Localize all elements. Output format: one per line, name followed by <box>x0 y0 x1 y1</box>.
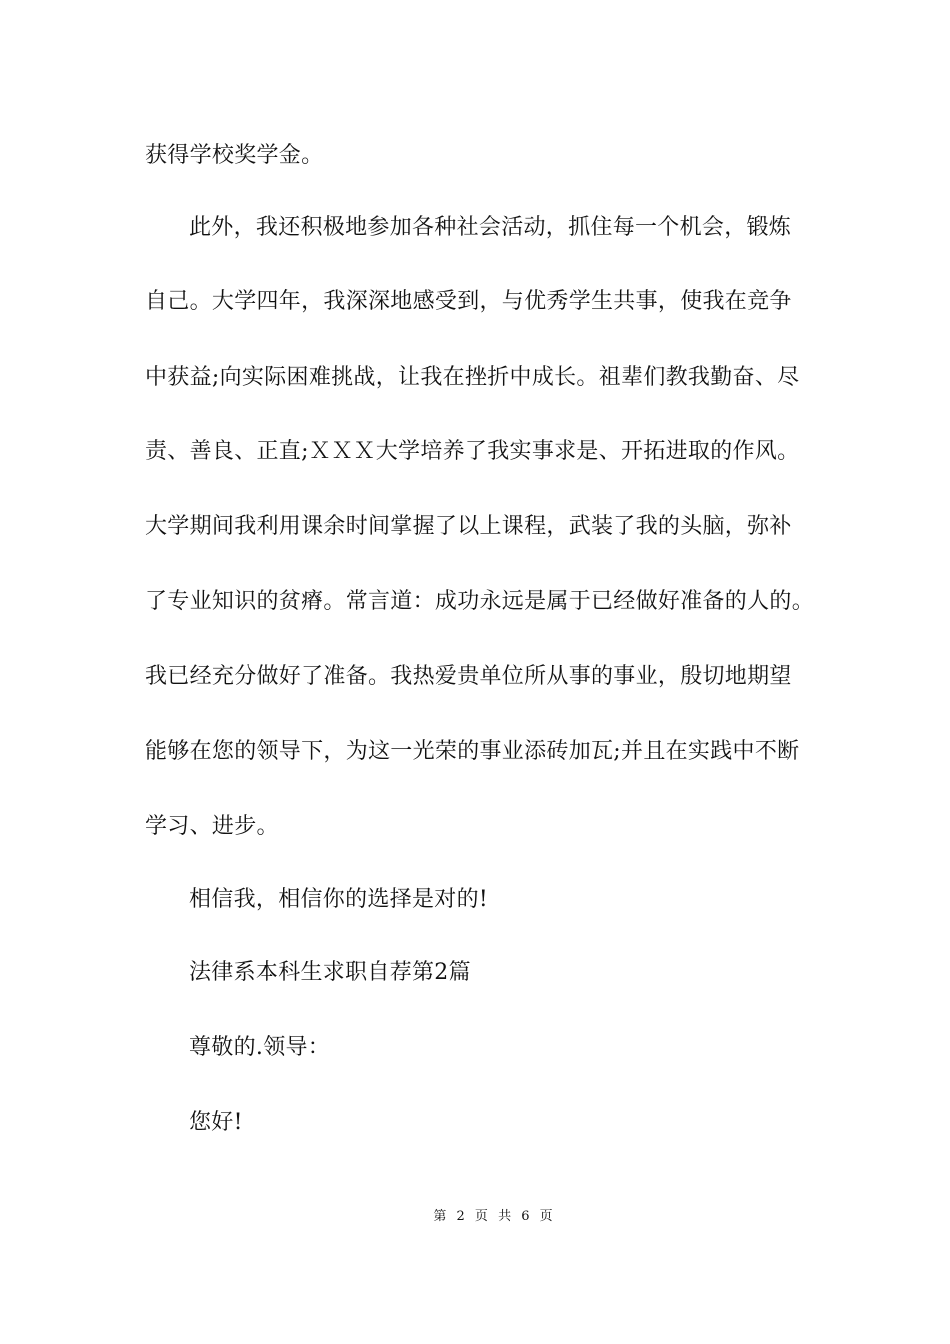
page-footer <box>0 1208 950 1226</box>
paragraph-line: 我已经充分做好了准备。我热爱贵单位所从事的事业，殷切地期望 <box>145 664 792 689</box>
footer-total-pages: 6 <box>521 1209 530 1224</box>
section-heading: 法律系本科生求职自荐第2篇 <box>189 960 471 985</box>
footer-suffix: 页 <box>539 1209 553 1224</box>
paragraph-line: 了专业知识的贫瘠。常言道：成功永远是属于已经做好准备的人的。 <box>145 589 815 614</box>
footer-page-number: 2 <box>456 1209 465 1224</box>
paragraph-line: 此外，我还积极地参加各种社会活动，抓住每一个机会，锻炼 <box>189 215 792 240</box>
paragraph-line: 学习、进步。 <box>145 814 279 839</box>
footer-middle-1: 页 <box>474 1209 488 1224</box>
paragraph-line: 能够在您的领导下，为这一光荣的事业添砖加瓦;并且在实践中不断 <box>145 739 800 764</box>
footer-prefix: 第 <box>433 1209 447 1224</box>
paragraph-line: 中获益;向实际困难挑战，让我在挫折中成长。祖辈们教我勤奋、尽 <box>145 365 800 390</box>
paragraph-line: 获得学校奖学金。 <box>145 143 324 168</box>
salutation: 尊敬的.领导： <box>189 1035 331 1060</box>
paragraph-line: 责、善良、正直;ＸＸＸ大学培养了我实事求是、开拓进取的作风。 <box>145 439 800 464</box>
paragraph-line: 自己。大学四年，我深深地感受到，与优秀学生共事，使我在竞争 <box>145 289 792 314</box>
paragraph-line: 大学期间我利用课余时间掌握了以上课程，武装了我的头脑，弥补 <box>145 514 792 539</box>
paragraph-line: 相信我，相信你的选择是对的! <box>189 887 489 912</box>
greeting: 您好! <box>189 1110 243 1135</box>
footer-middle-2: 共 <box>498 1209 512 1224</box>
